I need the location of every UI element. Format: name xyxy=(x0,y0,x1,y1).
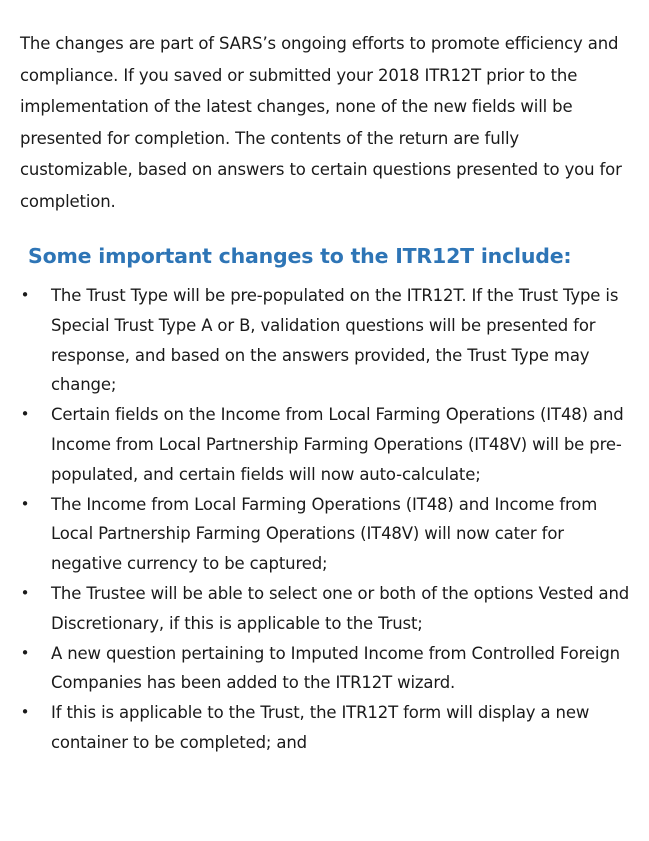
changes-list xyxy=(20,281,635,758)
list-item-text: Certain fields on the Income from Local Farming Operations (IT48) and Income from Local Partnership Farming Operations (IT48V) will be pre-populated, and certain fields will now auto-calculate; xyxy=(51,405,624,484)
list-item xyxy=(20,698,635,758)
list-item xyxy=(20,400,635,489)
list-item-text: The Trust Type will be pre-populated on the ITR12T. If the Trust Type is Special Trust Type A or B, validation questions will be presented for response, and based on the answers provided, the Trust Type may change; xyxy=(51,286,619,395)
bullet-icon: • xyxy=(20,643,30,662)
list-item xyxy=(20,281,635,400)
bullet-icon: • xyxy=(20,494,30,513)
list-item-text: A new question pertaining to Imputed Income from Controlled Foreign Companies has been added to the ITR12T wizard. xyxy=(51,643,620,693)
bullet-icon: • xyxy=(20,583,30,602)
list-item xyxy=(20,639,635,699)
bullet-icon: • xyxy=(20,405,30,424)
intro-paragraph: The changes are part of SARS’s ongoing efforts to promote efficiency and compliance. If you saved or submitted your 2018 ITR12T prior to the implementation of the latest changes, none of the new fields will be presented for completion. The contents of the return are fully customizable, based on answers to certain questions presented to you for completion. xyxy=(20,34,622,211)
list-item-text: The Trustee will be able to select one or both of the options Vested and Discretionary, if this is applicable to the Trust; xyxy=(51,583,630,633)
section-heading: Some important changes to the ITR12T include: xyxy=(28,244,572,268)
bullet-icon: • xyxy=(20,286,30,304)
list-item xyxy=(20,490,635,579)
list-item-text: The Income from Local Farming Operations (IT48) and Income from Local Partnership Farming Operations (IT48V) will now cater for negative currency to be captured; xyxy=(51,494,598,574)
document-page xyxy=(20,28,635,758)
list-item-text: If this is applicable to the Trust, the ITR12T form will display a new container to be completed; and xyxy=(51,703,590,752)
list-item xyxy=(20,579,635,639)
bullet-icon: • xyxy=(20,703,30,722)
